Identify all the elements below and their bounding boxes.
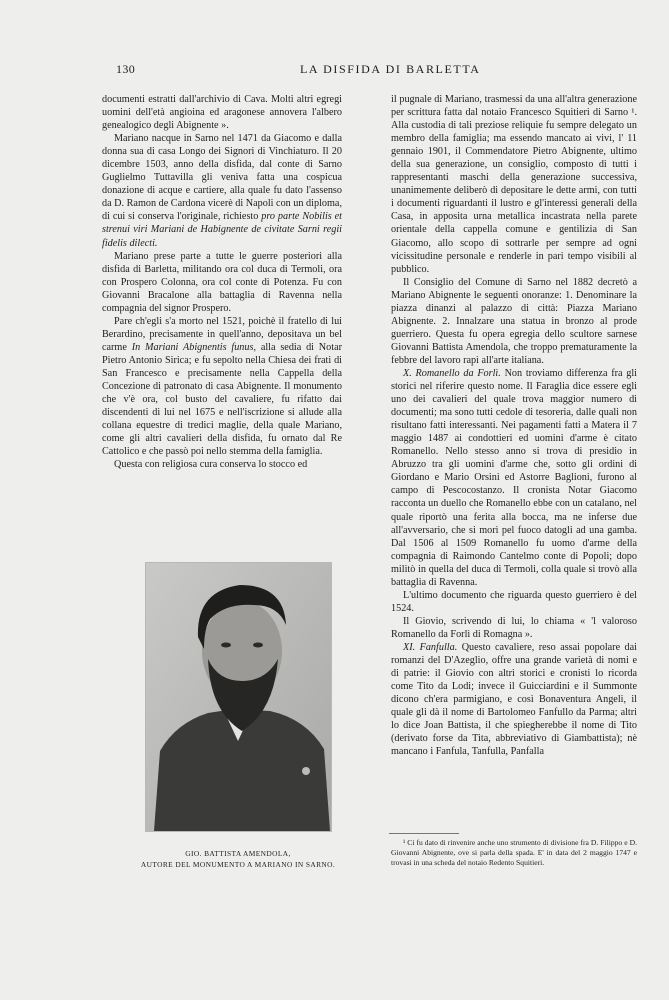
carme-title: In Mariani Abignentis funus,	[131, 341, 257, 353]
paragraph-text: Non troviamo differenza fra gli storici nel riferire questo nome. Il Faraglia dice essere egli uno dei cavalieri del quale trova maggior numero di documenti; ma sono tutti cedole di tesoreria, dalle quali non risultano fatti interessanti. Nei pagamenti fatti a Matera il 7 maggio 1487 ai condottieri ed uomini d'arme è citato Romanello. Nello stesso anno si trova di presidio in Abruzzo tra gli uomini d'arme che, sotto gli ordini di Giordano e Mario Orsini ed Astorre Baglioni, furono al campo di Pescocostanzo. Il cronista Notar Giacomo racconta un duello che Romanello ebbe con un catalano, nel quale riportò una ferita alla bocca, ma ne inferse due all'avversario, che si morì pel fuoco datogli ad una gamba. Dal 1506 al 1509 Romanello fu uomo d'arme della compagnia di Raimondo Cantelmo conte di Popoli; dopo militò in quella del duca di Termoli, colla quale si trovò alla battaglia di Ravenna.	[391, 367, 638, 588]
portrait-photo	[145, 562, 332, 832]
paragraph-text: alla sedia di Notar Pietro Antonio Sirica; e fu sepolto nella Chiesa dei frati di San Francesco e precisamente nella Cappella della Concezione di patronato di casa Abignente. Il monumento che v'è ora, col busto del cavaliere, fu rifatto dai discendenti di lui nel 1675 e nell'iscrizione si allude alla collana equestre di tredici maglie, della quale Mariano, come gli altri cavalieri della disfida, fu ornato dal Re Cattolico e che passò poi nello stemma della famiglia.	[102, 341, 342, 458]
right-column	[391, 93, 637, 758]
paragraph	[102, 315, 342, 459]
latin-quote: pro parte Nobilis et strenui viri Mariani de Habignente de civitate Sarni regii fidelis dilecti.	[102, 211, 343, 249]
page-header	[0, 62, 669, 78]
page-number: 130	[116, 62, 136, 76]
paragraph	[102, 132, 342, 249]
paragraph: L'ultimo documento che riguarda questo guerriero è del 1524.	[391, 589, 637, 614]
paragraph-text: Questo cavaliere, reso assai popolare dai romanzi del D'Azeglio, offre una grande varietà di nomi e di patrie: il Giovio con altri storici e cronisti lo ricorda come Tito da Lodi; invece il Guicciardini e il Summonte dicono ch'era parmigiano, e così Bonaventura Angeli, il quale gli dà il nome di Bartolomeo Fanfullo da Parma; altri lo dice Joan Battista, il che spiegherebbe il nome di Tito (derivato forse da Tita, abbreviativo di Giambattista); nè mancano i Fanfula, Tanfulla, Panfalla	[391, 641, 637, 758]
figure-caption-line-1: GIO. BATTISTA AMENDOLA,	[185, 849, 291, 858]
paragraph: documenti estratti dall'archivio di Cava. Molti altri egregi uomini dell'età angioina ed aragonese annovera l'albero genealogico degli Abignente ».	[102, 94, 342, 132]
section-heading-xi: XI. Fanfulla.	[403, 641, 458, 653]
paragraph	[391, 367, 637, 589]
footnote: ¹ Ci fu dato di rinvenire anche uno strumento di divisione fra D. Filippo e D. Giovanni Abignente, ove si parla della spada. E' in data del 2 maggio 1747 e trovasi in una scheda del notaio Redento Squitieri.	[391, 838, 637, 867]
paragraph	[391, 641, 637, 758]
paragraph: Questa con religiosa cura conserva lo stocco ed	[114, 459, 308, 471]
running-title: LA DISFIDA DI BARLETTA	[300, 62, 481, 76]
paragraph: Il Giovio, scrivendo di lui, lo chiama « 'l valoroso Romanello da Forlì di Romagna ».	[391, 615, 637, 640]
section-heading-x: X. Romanello da Forlì.	[403, 367, 501, 379]
paragraph-text: Mariano nacque in Sarno nel 1471 da Giacomo e dalla donna sua di casa Longo dei Signori di Vinchiaturo. Il 20 dicembre 1503, anno della disfida, dal conte di Sarno Guglielmo Tuttavilla gli veniva fatta una cospicua donazione di acque e cartiere, alla quale fu dato l'assenso da D. Ramon de Cardona vicerè di Napoli con un diploma, di cui si conserva l'originale, richiesto	[102, 133, 342, 223]
portrait-image	[146, 563, 331, 831]
paragraph: Mariano prese parte a tutte le guerre posteriori alla disfida di Barletta, militando ora col duca di Termoli, ora con Prospero Colonna, ora col conte di Potenza. Fu con Giovanni Bracalone alla battaglia di Ravenna nella compagnia del signor Prospero.	[102, 250, 342, 314]
paragraph: Il Consiglio del Comune di Sarno nel 1882 decretò a Mariano Abignente le seguenti onoranze: 1. Denominare la piazza dinanzi al palazzo di città: Piazza Mariano Abignente. 2. Innalzare una statua in bronzo al prode guerriero. Questa fu opera egregia dello scultore sarnese Giovanni Battista Amendola, che troppo prematuramente la febbre del lavoro rapì all'arte italiana.	[391, 276, 637, 366]
left-column	[102, 93, 342, 471]
paragraph-text: Pare ch'egli s'a morto nel 1521, poichè il fratello di lui Berardino, precisamente in quell'anno, depositava un bel carme	[102, 315, 342, 353]
footnote-divider	[389, 833, 459, 834]
paragraph: il pugnale di Mariano, trasmessi da una all'altra generazione per scrittura fatta dal notaio Francesco Squitieri di Sarno ¹. Alla custodia di tali preziose reliquie fu sempre delegato un membro della famiglia; ma essendo mancato ai vivi, l' 11 gennaio 1901, il Commendatore Pietro Abignente, ultimo della sua generazione, un consiglio, composto di tutti i rappresentanti maschi della generazione successiva, unanimemente deliberò di depositare le dette armi, con tutti i documenti riguardanti il lustro e gl'interessi generali della Casa, in apposita urna metallica incastrata nella parete orientale della cappella comune e gentilizia di San Giacomo, allo scopo di sottrarle per sempre ad ogni vicissitudine personale e renderle in pari tempo visibili al pubblico.	[391, 94, 637, 275]
figure-caption-line-2: AUTORE DEL MONUMENTO A MARIANO IN SARNO.	[140, 860, 336, 869]
